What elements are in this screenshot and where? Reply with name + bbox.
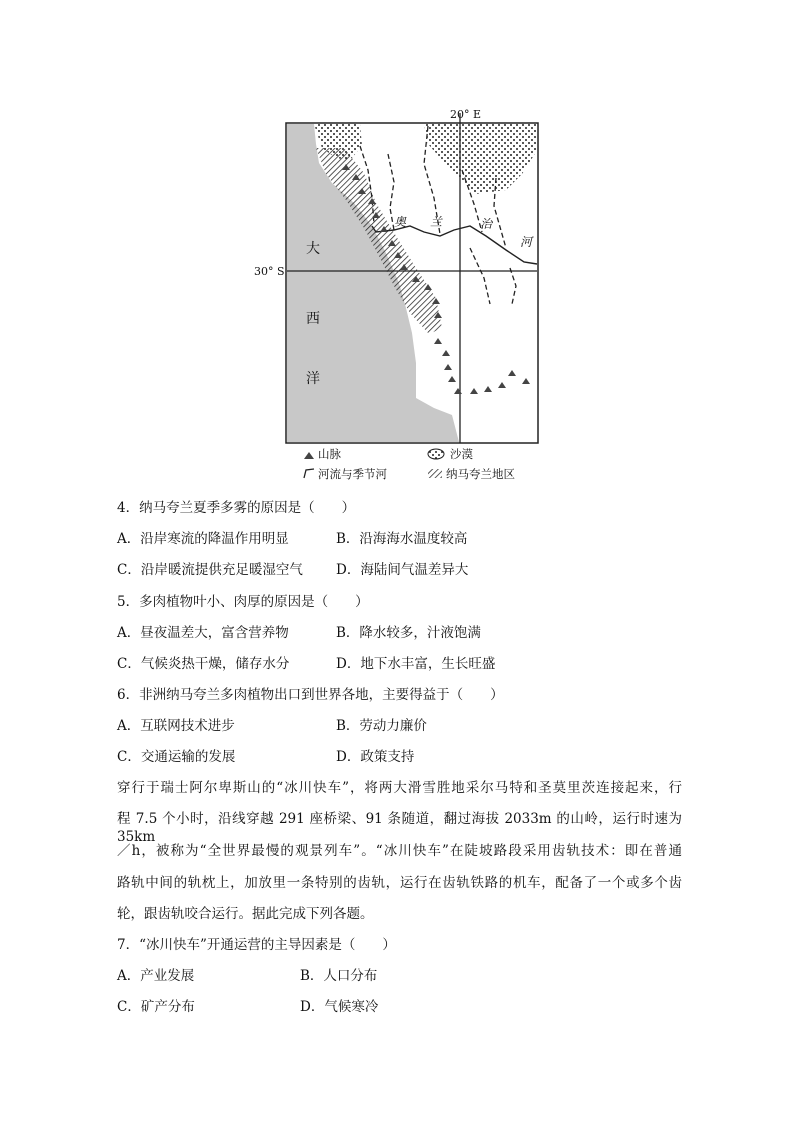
question-5-option-d: D．地下水丰富，生长旺盛: [336, 656, 496, 672]
ocean-char-3: 洋: [306, 371, 320, 387]
question-7-option-c: C．矿产分布: [117, 999, 195, 1015]
legend-desert-label: 沙漠: [450, 447, 473, 461]
legend-namaqualand-icon: [428, 469, 442, 478]
passage-line-1: 穿行于瑞士阿尔卑斯山的“冰川快车”，将两大滑雪胜地采尔马特和圣莫里茨连接起来，行: [117, 780, 682, 796]
question-5-option-c: C．气候炎热干燥，储存水分: [117, 656, 290, 672]
legend-river-icon: [304, 469, 314, 478]
question-5-stem: 5．多肉植物叶小、肉厚的原因是（ ）: [117, 594, 369, 610]
question-4-option-c: C．沿岸暖流提供充足暖湿空气: [117, 562, 303, 578]
question-6-stem: 6．非洲纳马夸兰多肉植物出口到世界各地，主要得益于（ ）: [117, 687, 504, 703]
question-6-option-b: B．劳动力廉价: [336, 718, 427, 734]
passage-line-2: 程 7.5 个小时，沿线穿越 291 座桥梁、91 条随道，翻过海拔 2033m 的山岭，运行时速为 35km: [117, 811, 682, 845]
legend-mountain-label: 山脉: [318, 447, 341, 461]
question-6-option-a: A．互联网技术进步: [117, 718, 235, 734]
longitude-label: 20° E: [450, 108, 482, 121]
legend-desert-icon: [428, 449, 444, 459]
question-4-option-b: B．沿海海水温度较高: [336, 531, 468, 547]
question-6-option-d: D．政策支持: [336, 749, 415, 765]
passage-line-4: 路轨中间的轨枕上，加放里一条特别的齿轨，运行在齿轨铁路的机车，配备了一个或多个齿: [117, 875, 682, 891]
legend-river-label: 河流与季节河: [318, 467, 387, 481]
question-5-option-a: A．昼夜温差大，富含营养物: [117, 625, 289, 641]
question-4-option-a: A．沿岸寒流的降温作用明显: [117, 531, 289, 547]
passage-line-5: 轮，跟齿轨咬合运行。据此完成下列各题。: [117, 906, 374, 922]
question-7-option-a: A．产业发展: [117, 968, 195, 984]
legend-mountain-icon: [304, 452, 314, 459]
question-5-option-b: B．降水较多，汁液饱满: [336, 625, 481, 641]
legend-namaqualand-label: 纳马夸兰地区: [446, 467, 515, 481]
latitude-label: 30° S: [254, 265, 285, 278]
ocean-char-1: 大: [306, 241, 320, 257]
map-legend: [304, 447, 515, 481]
river-char-1: 奥: [394, 215, 407, 229]
river-char-2: 兰: [430, 215, 443, 229]
namaqualand-map: [254, 108, 544, 481]
question-6-option-c: C．交通运输的发展: [117, 749, 236, 765]
river-char-3: 治: [480, 217, 493, 231]
question-4-option-d: D．海陆间气温差异大: [336, 562, 469, 578]
question-4-stem: 4．纳马夸兰夏季多雾的原因是（ ）: [117, 500, 356, 516]
question-7-option-b: B．人口分布: [300, 968, 378, 984]
passage-line-3: ／h，被称为“全世界最慢的观景列车”。“冰川快车”在陡坡路段采用齿轨技术：即在普通: [117, 843, 682, 859]
river-char-4: 河: [520, 235, 533, 249]
ocean-char-2: 西: [306, 311, 320, 327]
question-7-option-d: D．气候寒冷: [300, 999, 379, 1015]
question-7-stem: 7．“冰川快车”开通运营的主导因素是（ ）: [117, 937, 396, 953]
